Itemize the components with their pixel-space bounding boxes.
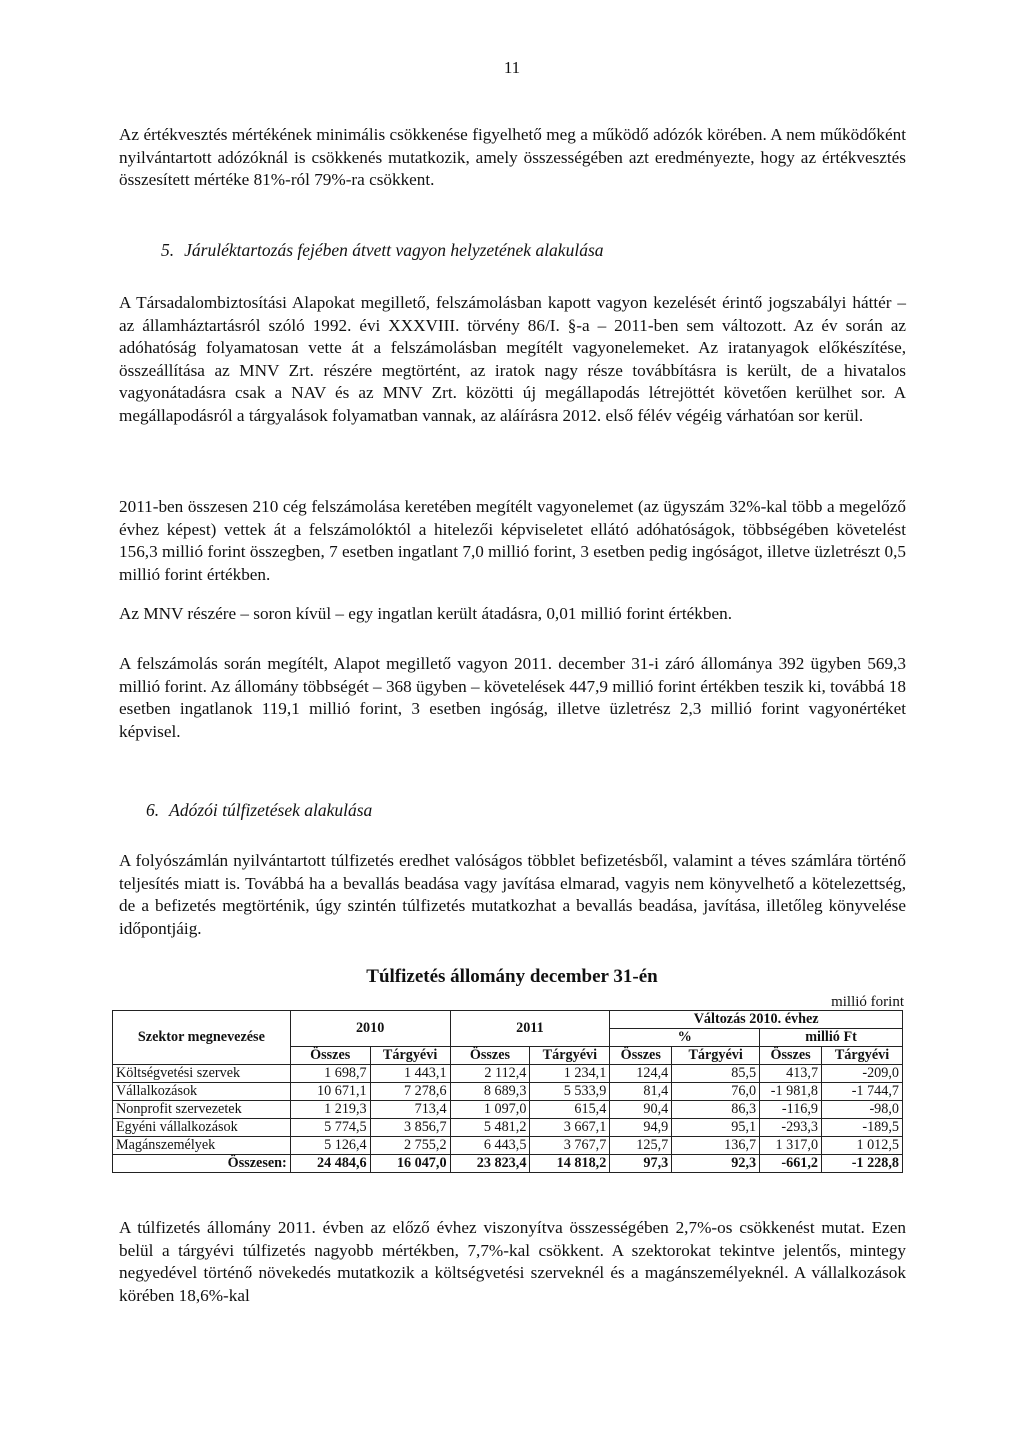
paragraph-legal-background: A Társadalombiztosítási Alapokat megillető, felszámolásban kapott vagyon kezelését érintő jogszabályi háttér – az államháztartásról szóló 1992. évi XXXVIII. törvény 86/I. §-a – 2011-ben sem változott. Az év során az adóhatóság folyamatosan vette át a felszámolásban megítélt vagyonelemeket. Az iratanyagok előkészítése, összeállítása az MNV Zrt. részére megtörtént, az iratok nagy része továbbításra is került, de a hivatalos vagyonátadásra csak a NAV és az MNV Zrt. közötti új megállapodás létrejöttét követően kerülhet sor. A megállapodásról a tárgyalások folyamatban vannak, az aláírásra 2012. első félév végéig várhatóan sor kerül.: [119, 293, 906, 425]
total-value: 24 484,6: [290, 1155, 370, 1173]
cell-value: 615,4: [530, 1101, 610, 1119]
cell-value: -209,0: [822, 1065, 903, 1083]
paragraph-overpayment: A folyószámlán nyilvántartott túlfizetés eredhet valóságos többlet befizetésből, valamint a téves számlára történő teljesítés miatt is. Továbbá ha a bevallás beadása vagy javítása elmarad, vagyis nem könyvelhető a kötelezettség, de a befizetés megtörténik, úgy szintén túlfizetés mutatkozhat a bevallás beadása, javítása, illetőleg könyvelése időpontjáig.: [119, 851, 906, 938]
cell-value: 5 774,5: [290, 1119, 370, 1137]
table-title: Túlfizetés állomány december 31-én: [366, 966, 658, 987]
subheader-current: Tárgyévi: [530, 1047, 610, 1065]
cell-value: 85,5: [672, 1065, 760, 1083]
cell-value: 3 667,1: [530, 1119, 610, 1137]
row-label: Egyéni vállalkozások: [113, 1119, 291, 1137]
cell-value: -116,9: [760, 1101, 822, 1119]
table-row: [113, 1101, 903, 1119]
total-value: -1 228,8: [822, 1155, 903, 1173]
table-total-row: [113, 1155, 903, 1173]
cell-value: -98,0: [822, 1101, 903, 1119]
overpayment-table: [112, 1010, 903, 1173]
page-number: 11: [503, 58, 521, 77]
cell-value: 1 012,5: [822, 1137, 903, 1155]
paragraph-overpayment-summary: A túlfizetés állomány 2011. évben az előző évhez viszonyítva összességében 2,7%-os csökkenést mutat. Ezen belül a tárgyévi túlfizetés nagyobb mértékben, 7,7%-kal csökkent. A szektorokat tekintve jelentős, mintegy negyedével történő növekedés mutatkozik a költségvetési szerveknél és a magánszemélyeknél. A vállalkozások körében 18,6%-kal: [119, 1218, 906, 1305]
header-change: Változás 2010. évhez: [610, 1011, 903, 1029]
cell-value: 95,1: [672, 1119, 760, 1137]
section-number: 5.: [161, 240, 175, 260]
section-number: 6.: [146, 800, 160, 820]
header-2011: 2011: [450, 1011, 610, 1047]
header-2010: 2010: [290, 1011, 450, 1047]
row-label: Nonprofit szervezetek: [113, 1101, 291, 1119]
total-value: 14 818,2: [530, 1155, 610, 1173]
table-row: [113, 1137, 903, 1155]
subheader-total: Összes: [290, 1047, 370, 1065]
cell-value: 5 481,2: [450, 1119, 530, 1137]
row-label: Költségvetési szervek: [113, 1065, 291, 1083]
total-label: Összesen:: [113, 1155, 291, 1173]
table-row: [113, 1083, 903, 1101]
cell-value: 3 856,7: [370, 1119, 450, 1137]
cell-value: 1 219,3: [290, 1101, 370, 1119]
section-heading-5: [161, 240, 604, 261]
cell-value: 86,3: [672, 1101, 760, 1119]
cell-value: 5 533,9: [530, 1083, 610, 1101]
cell-value: 94,9: [610, 1119, 672, 1137]
cell-value: 6 443,5: [450, 1137, 530, 1155]
section-heading-6: [146, 800, 372, 821]
table-unit: millió forint: [831, 994, 904, 1010]
cell-value: 1 317,0: [760, 1137, 822, 1155]
cell-value: 125,7: [610, 1137, 672, 1155]
cell-value: 5 126,4: [290, 1137, 370, 1155]
cell-value: 10 671,1: [290, 1083, 370, 1101]
cell-value: 124,4: [610, 1065, 672, 1083]
cell-value: -1 744,7: [822, 1083, 903, 1101]
cell-value: 1 443,1: [370, 1065, 450, 1083]
cell-value: 2 112,4: [450, 1065, 530, 1083]
total-value: 92,3: [672, 1155, 760, 1173]
header-percent: %: [610, 1029, 760, 1047]
cell-value: 76,0: [672, 1083, 760, 1101]
paragraph-2011-liquidations: 2011-ben összesen 210 cég felszámolása keretében megítélt vagyonelemet (az ügyszám 32%-kal több a megelőző évhez képest) vettek át a felszámolóktól a hitelezői képviseletet ellátó adóhatóságok, többségében követelést 156,3 millió forint összegben, 7 esetben ingatlant 7,0 millió forint, 3 esetben pedig ingóságot, illetve üzletrészt 0,5 millió forint értékben.: [119, 497, 906, 584]
table-row: [113, 1065, 903, 1083]
cell-value: 81,4: [610, 1083, 672, 1101]
paragraph-impairment: Az értékvesztés mértékének minimális csökkenése figyelhető meg a működő adózók körében. A nem működőként nyilvántartott adózóknál is csökkenés mutatkozik, amely összességében azt eredményezte, hogy az értékvesztés összesített mértéke 81%-ról 79%-ra csökkent.: [119, 125, 906, 190]
cell-value: 713,4: [370, 1101, 450, 1119]
subheader-current: Tárgyévi: [370, 1047, 450, 1065]
cell-value: 7 278,6: [370, 1083, 450, 1101]
paragraph-closing-stock: A felszámolás során megítélt, Alapot megillető vagyon 2011. december 31-i záró állománya 392 ügyben 569,3 millió forint. Az állomány többségét – 368 ügyben – követelések 447,9 millió forint értékben teszik ki, továbbá 18 esetben ingatlanok 119,1 millió forint, 3 esetben ingóság, illetve üzletrész 2,3 millió forint vagyonértéket képvisel.: [119, 654, 906, 741]
cell-value: 3 767,7: [530, 1137, 610, 1155]
cell-value: 8 689,3: [450, 1083, 530, 1101]
cell-value: 413,7: [760, 1065, 822, 1083]
subheader-total: Összes: [450, 1047, 530, 1065]
header-million-ft: millió Ft: [760, 1029, 903, 1047]
subheader-current: Tárgyévi: [672, 1047, 760, 1065]
table-row: [113, 1119, 903, 1137]
cell-value: 1 698,7: [290, 1065, 370, 1083]
total-value: 23 823,4: [450, 1155, 530, 1173]
cell-value: 1 234,1: [530, 1065, 610, 1083]
section-title: Járuléktartozás fejében átvett vagyon helyzetének alakulása: [184, 240, 604, 260]
row-label: Magánszemélyek: [113, 1137, 291, 1155]
row-label: Vállalkozások: [113, 1083, 291, 1101]
header-sector: Szektor megnevezése: [113, 1011, 291, 1065]
subheader-current: Tárgyévi: [822, 1047, 903, 1065]
cell-value: -189,5: [822, 1119, 903, 1137]
cell-value: 2 755,2: [370, 1137, 450, 1155]
cell-value: -293,3: [760, 1119, 822, 1137]
cell-value: 1 097,0: [450, 1101, 530, 1119]
section-title: Adózói túlfizetések alakulása: [169, 800, 373, 820]
cell-value: 136,7: [672, 1137, 760, 1155]
total-value: 97,3: [610, 1155, 672, 1173]
subheader-total: Összes: [760, 1047, 822, 1065]
total-value: 16 047,0: [370, 1155, 450, 1173]
subheader-total: Összes: [610, 1047, 672, 1065]
paragraph-mnv-transfer: Az MNV részére – soron kívül – egy ingatlan került átadásra, 0,01 millió forint értékben.: [119, 604, 733, 623]
total-value: -661,2: [760, 1155, 822, 1173]
cell-value: 90,4: [610, 1101, 672, 1119]
cell-value: -1 981,8: [760, 1083, 822, 1101]
